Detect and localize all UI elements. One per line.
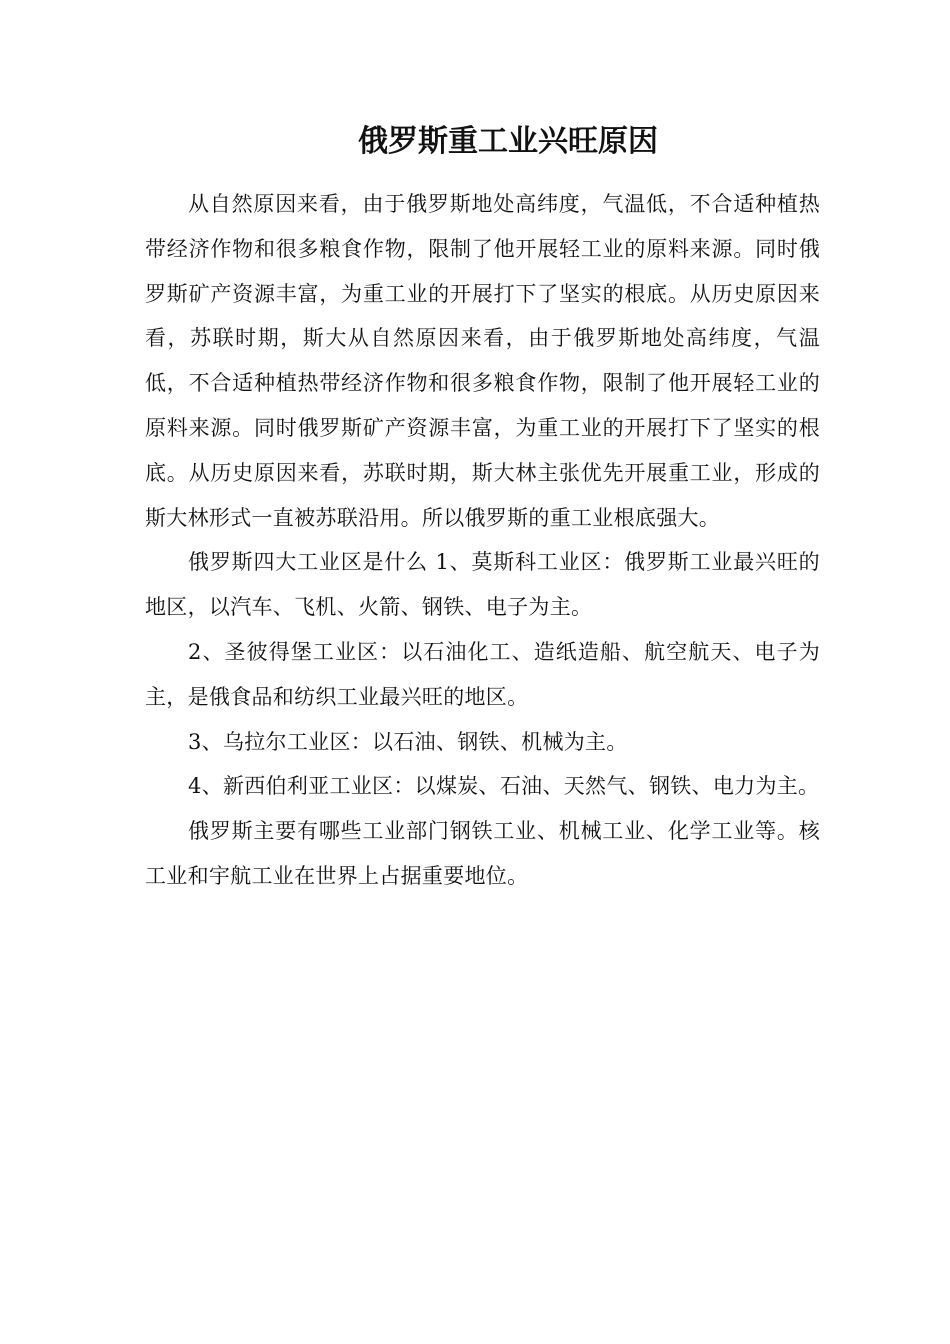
document-body xyxy=(145,182,820,899)
paragraph-causes: 从自然原因来看，由于俄罗斯地处高纬度，气温低，不合适种植热带经济作物和很多粮食作物，限制了他开展轻工业的原料来源。同时俄罗斯矿产资源丰富，为重工业的开展打下了坚实的根底。从历史原因来看，苏联时期，斯大从自然原因来看，由于俄罗斯地处高纬度，气温低，不合适种植热带经济作物和很多粮食作物，限制了他开展轻工业的原料来源。同时俄罗斯矿产资源丰富，为重工业的开展打下了坚实的根底。从历史原因来看，苏联时期，斯大林主张优先开展重工业，形成的斯大林形式一直被苏联沿用。所以俄罗斯的重工业根底强大。 xyxy=(145,192,820,530)
paragraph-novosibirsk-region: 4、新西伯利亚工业区：以煤炭、石油、天然气、钢铁、电力为主。 xyxy=(188,774,820,799)
paragraph-industry-sectors: 俄罗斯主要有哪些工业部门钢铁工业、机械工业、化学工业等。核工业和宇航工业在世界上占据重要地位。 xyxy=(145,819,820,888)
document-title: 俄罗斯重工业兴旺原因 xyxy=(358,124,658,159)
paragraph-ural-region: 3、乌拉尔工业区：以石油、钢铁、机械为主。 xyxy=(188,729,628,754)
paragraph-st-petersburg-region: 2、圣彼得堡工业区：以石油化工、造纸造船、航空航天、电子为主，是俄食品和纺织工业最兴旺的地区。 xyxy=(145,639,820,709)
paragraph-moscow-region: 俄罗斯四大工业区是什么 1、莫斯科工业区：俄罗斯工业最兴旺的地区，以汽车、飞机、火箭、钢铁、电子为主。 xyxy=(145,550,820,620)
